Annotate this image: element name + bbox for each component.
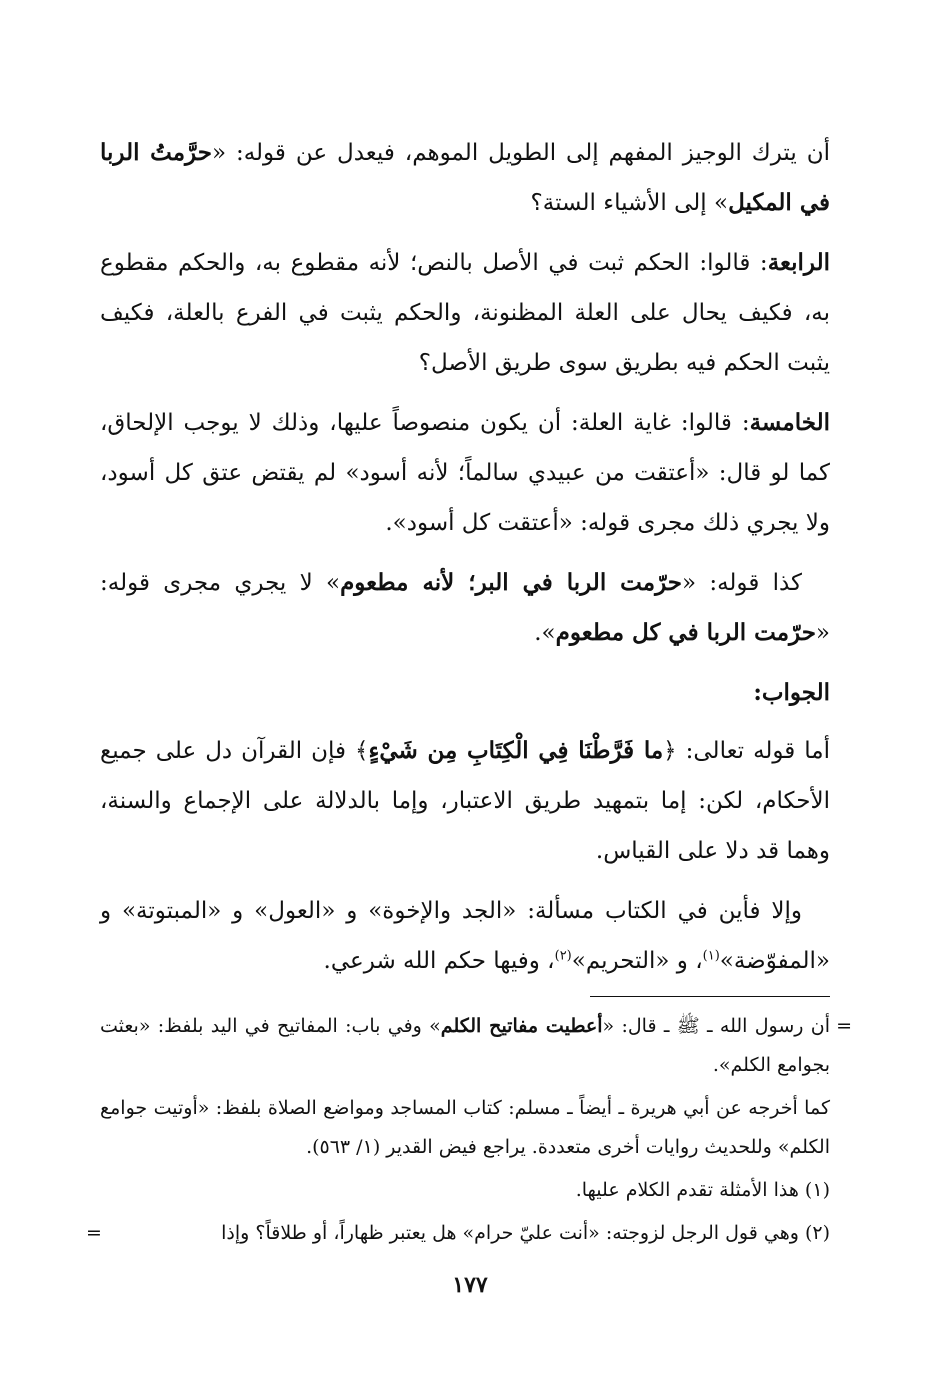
text-run: (٢) وهي قول الرجل لزوجته: «أنت عليّ حرام» هل يعتبر ظهاراً، أو طلاقاً؟ وإذا (221, 1222, 830, 1244)
bold-quote: حرَّمتُ الربا في المكيل (100, 139, 830, 216)
footnote-ref-2[interactable]: (٢) (554, 948, 572, 964)
text-run: : قالوا: الحكم ثبت في الأصل بالنص؛ لأنه مقطوع به، والحكم مقطوع به، فكيف يحال على العلة المظنونة، والحكم يثبت في الفرع بالعلة، فكيف يثبت الحكم فيه بطريق سوى طريق الأصل؟ (100, 250, 830, 376)
paragraph-fifth (100, 398, 830, 548)
answer-heading: الجواب: (753, 679, 830, 706)
paragraph-fourth (100, 238, 830, 388)
text-run: أما قوله تعالى: ﴿ (663, 738, 830, 764)
paragraph-issues (100, 886, 830, 986)
text-run: » لا يجري مجرى قوله: « (100, 570, 830, 646)
footnote-continued-2: كما أخرجه عن أبي هريرة ـ أيضاً ـ مسلم: كتاب المساجد ومواضع الصلاة بلفظ: «أوتيت جوامع الكلم» وللحديث روايات أخرى متعددة. يراجع فيض القدير (١/ ٥٦٣). (100, 1097, 830, 1158)
text-run: ، وفيها حكم الله شرعي. (323, 948, 555, 974)
bold-quote: حرّمت الربا في البر؛ لأنه مطعوم (340, 569, 682, 596)
text-run: » وفي باب: المفاتيح في اليد بلفظ: «بعثت بجوامع الكلم». (100, 1015, 830, 1076)
section-label: الخامسة (749, 409, 830, 436)
continuation-mark: = (836, 1015, 852, 1037)
page-number: ١٧٧ (452, 1272, 488, 1298)
text-run: أن يترك الوجيز المفهم إلى الطويل الموهم، فيعدل عن قوله: « (211, 140, 830, 166)
footnote-ref-1[interactable]: (١) (702, 948, 720, 964)
bold-quote: أعطيت مفاتيح الكلم (440, 1015, 603, 1037)
continuation-mark: = (86, 1222, 102, 1244)
footnote-continued (100, 1007, 852, 1085)
paragraph-example (100, 558, 830, 658)
text-run: ، و «التحريم» (571, 948, 703, 974)
footnote-1: (١) هذا الأمثلة تقدم الكلام عليها. (575, 1179, 830, 1201)
quran-verse: ما فَرَّطْنَا فِي الْكِتَابِ مِن شَيْءٍ (368, 737, 664, 764)
page-body (86, 128, 852, 1257)
paragraph-answer (100, 726, 830, 876)
footnote-divider (590, 996, 830, 997)
footnote-2 (86, 1214, 830, 1253)
text-run: وإلا فأين في الكتاب مسألة: «الجد والإخوة» و «العول» و «المبتوتة» و «المفوّضة» (100, 898, 830, 974)
text-run: : قالوا: غاية العلة: أن يكون منصوصاً عليها، وذلك لا يوجب الإلحاق، كما لو قال: «أعتقت من عبيدي سالماً؛ لأنه أسود» لم يقتض عتق كل أسود، ولا يجري ذلك مجرى قوله: «أعتقت كل أسود». (100, 410, 830, 536)
text-run: » إلى الأشياء الستة؟ (530, 190, 729, 216)
bold-quote: حرّمت الربا في كل مطعوم (555, 619, 816, 646)
text-run: أن رسول الله ـ ﷺ ـ قال: « (602, 1015, 830, 1037)
paragraph-1 (100, 128, 830, 228)
section-label: الرابعة (767, 249, 830, 276)
text-run: كذا قوله: « (682, 570, 802, 596)
text-run: ﴾ فإن القرآن دل على جميع الأحكام، لكن: إما بتمهيد طريق الاعتبار، وإما بالدلالة على الإجماع والسنة، وهما قد دلا على القياس. (100, 738, 830, 864)
text-run: ». (534, 620, 556, 646)
